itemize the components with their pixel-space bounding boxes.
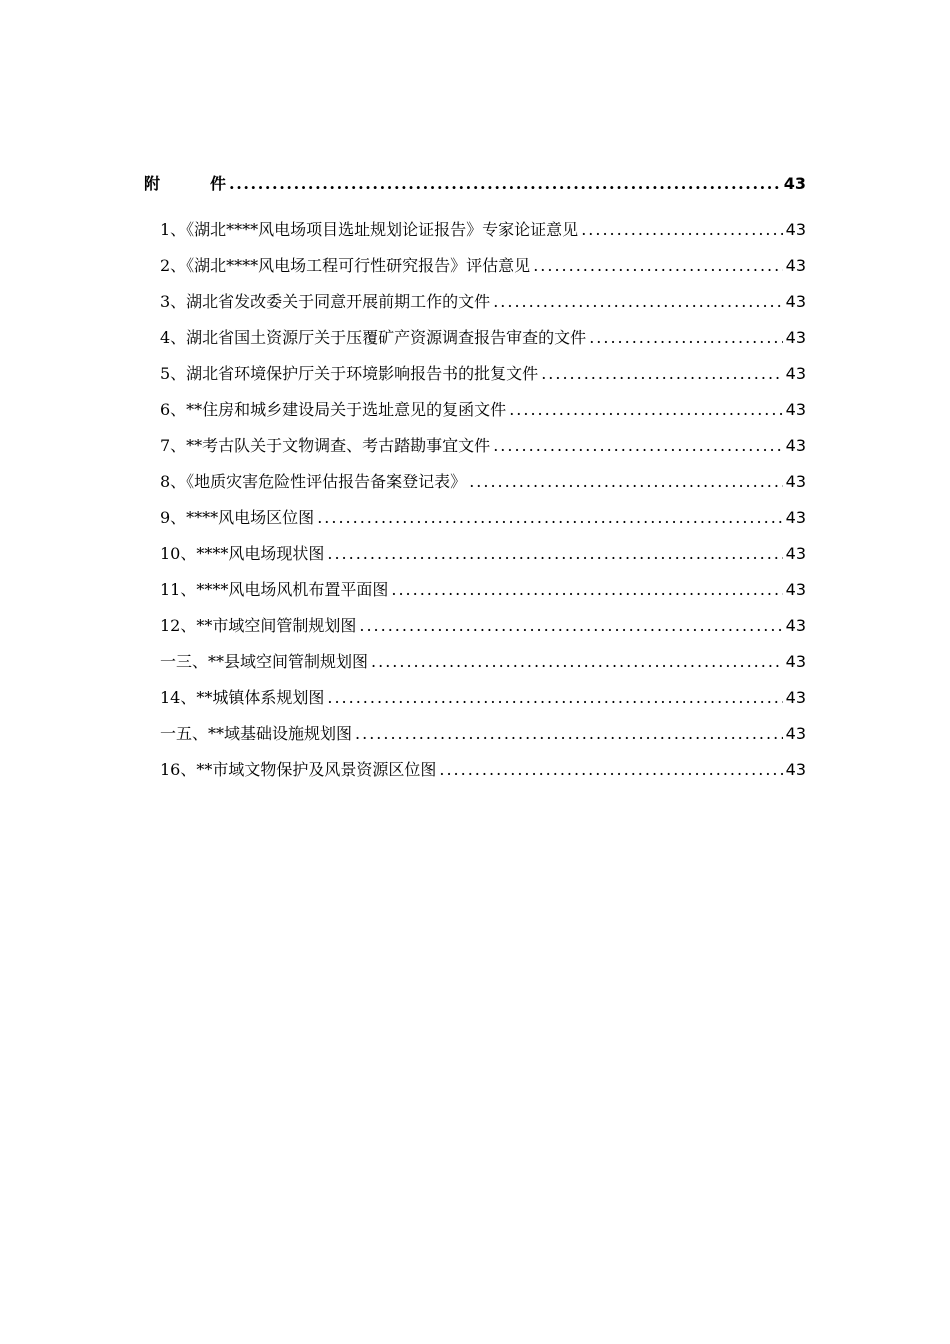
toc-heading-title-part1: 附 — [144, 174, 211, 193]
toc-entry-title: 8、《地质灾害危险性评估报告备案登记表》 — [160, 472, 467, 491]
toc-heading-attachments[interactable] — [144, 166, 806, 194]
toc-entry[interactable] — [160, 500, 806, 528]
toc-leader-dots — [469, 472, 782, 492]
toc-page-number: 43 — [785, 292, 806, 311]
toc-page-number: 43 — [785, 400, 806, 419]
toc-leader-dots — [317, 508, 782, 528]
toc-entry[interactable] — [160, 284, 806, 312]
toc-leader-dots — [359, 616, 782, 636]
toc-leader-dots — [355, 724, 783, 744]
toc-heading-title-part2: 件 — [210, 174, 227, 193]
toc-entry[interactable] — [160, 680, 806, 708]
toc-leader-dots — [509, 400, 782, 420]
toc-entry[interactable] — [160, 572, 806, 600]
toc-page-number: 43 — [785, 652, 806, 671]
toc-entry[interactable] — [160, 356, 806, 384]
toc-entry-title: 10、****风电场现状图 — [160, 544, 325, 563]
toc-entry[interactable] — [160, 644, 806, 672]
toc-page-number: 43 — [785, 760, 806, 779]
toc-page-number: 43 — [785, 256, 806, 275]
toc-page-number: 43 — [785, 616, 806, 635]
toc-entry[interactable] — [160, 212, 806, 240]
toc-entry-title: 6、**住房和城乡建设局关于选址意见的复函文件 — [160, 400, 507, 419]
toc-entry-title: 5、湖北省环境保护厅关于环境影响报告书的批复文件 — [160, 364, 539, 383]
toc-leader-dots — [533, 256, 782, 276]
toc-entry-title: 14、**城镇体系规划图 — [160, 688, 325, 707]
toc-entry-title: 一三、**县域空间管制规划图 — [160, 652, 369, 671]
toc-entry[interactable] — [160, 536, 806, 564]
toc-leader-dots — [439, 760, 782, 780]
toc-entry-title: 16、**市域文物保护及风景资源区位图 — [160, 760, 437, 779]
toc-entry[interactable] — [160, 464, 806, 492]
toc-page-number: 43 — [785, 544, 806, 563]
toc-page-number: 43 — [785, 364, 806, 383]
toc-leader-dots — [589, 328, 782, 348]
toc-entry-title: 9、****风电场区位图 — [160, 508, 315, 527]
toc-page-number: 43 — [785, 436, 806, 455]
toc-page-number: 43 — [785, 472, 806, 491]
toc-page-number: 43 — [785, 580, 806, 599]
toc-entry-title: 12、**市域空间管制规划图 — [160, 616, 357, 635]
toc-entry[interactable] — [160, 608, 806, 636]
toc-entry[interactable] — [160, 752, 806, 780]
toc-entry-title: 7、**考古队关于文物调查、考古踏勘事宜文件 — [160, 436, 491, 455]
toc-entry-title: 4、湖北省国土资源厅关于压覆矿产资源调查报告审查的文件 — [160, 328, 587, 347]
toc-entry-title: 2、《湖北****风电场工程可行性研究报告》评估意见 — [160, 256, 531, 275]
toc-page-number: 43 — [783, 174, 806, 193]
toc-entry[interactable] — [160, 428, 806, 456]
toc-leader-dots — [541, 364, 782, 384]
toc-leader-dots — [229, 174, 781, 194]
toc-leader-dots — [391, 580, 782, 600]
toc-entry-title: 3、湖北省发改委关于同意开展前期工作的文件 — [160, 292, 491, 311]
toc-entry[interactable] — [160, 392, 806, 420]
toc-leader-dots — [493, 292, 782, 312]
toc-leader-dots — [371, 652, 783, 672]
toc-leader-dots — [327, 544, 782, 564]
toc-entry-title: 一五、**域基础设施规划图 — [160, 724, 353, 743]
toc-page-number: 43 — [785, 220, 806, 239]
toc-page-number: 43 — [785, 328, 806, 347]
toc-entry[interactable] — [160, 248, 806, 276]
toc-entry[interactable] — [160, 716, 806, 744]
toc-heading-title — [144, 174, 226, 194]
toc-leader-dots — [581, 220, 782, 240]
toc-entry-title: 1、《湖北****风电场项目选址规划论证报告》专家论证意见 — [160, 220, 579, 239]
toc-entry-title: 11、****风电场风机布置平面图 — [160, 580, 389, 599]
toc-page-number: 43 — [785, 724, 806, 743]
toc-page-number: 43 — [785, 688, 806, 707]
toc-leader-dots — [493, 436, 782, 456]
toc-leader-dots — [327, 688, 782, 708]
toc-page-number: 43 — [785, 508, 806, 527]
toc-entry[interactable] — [160, 320, 806, 348]
